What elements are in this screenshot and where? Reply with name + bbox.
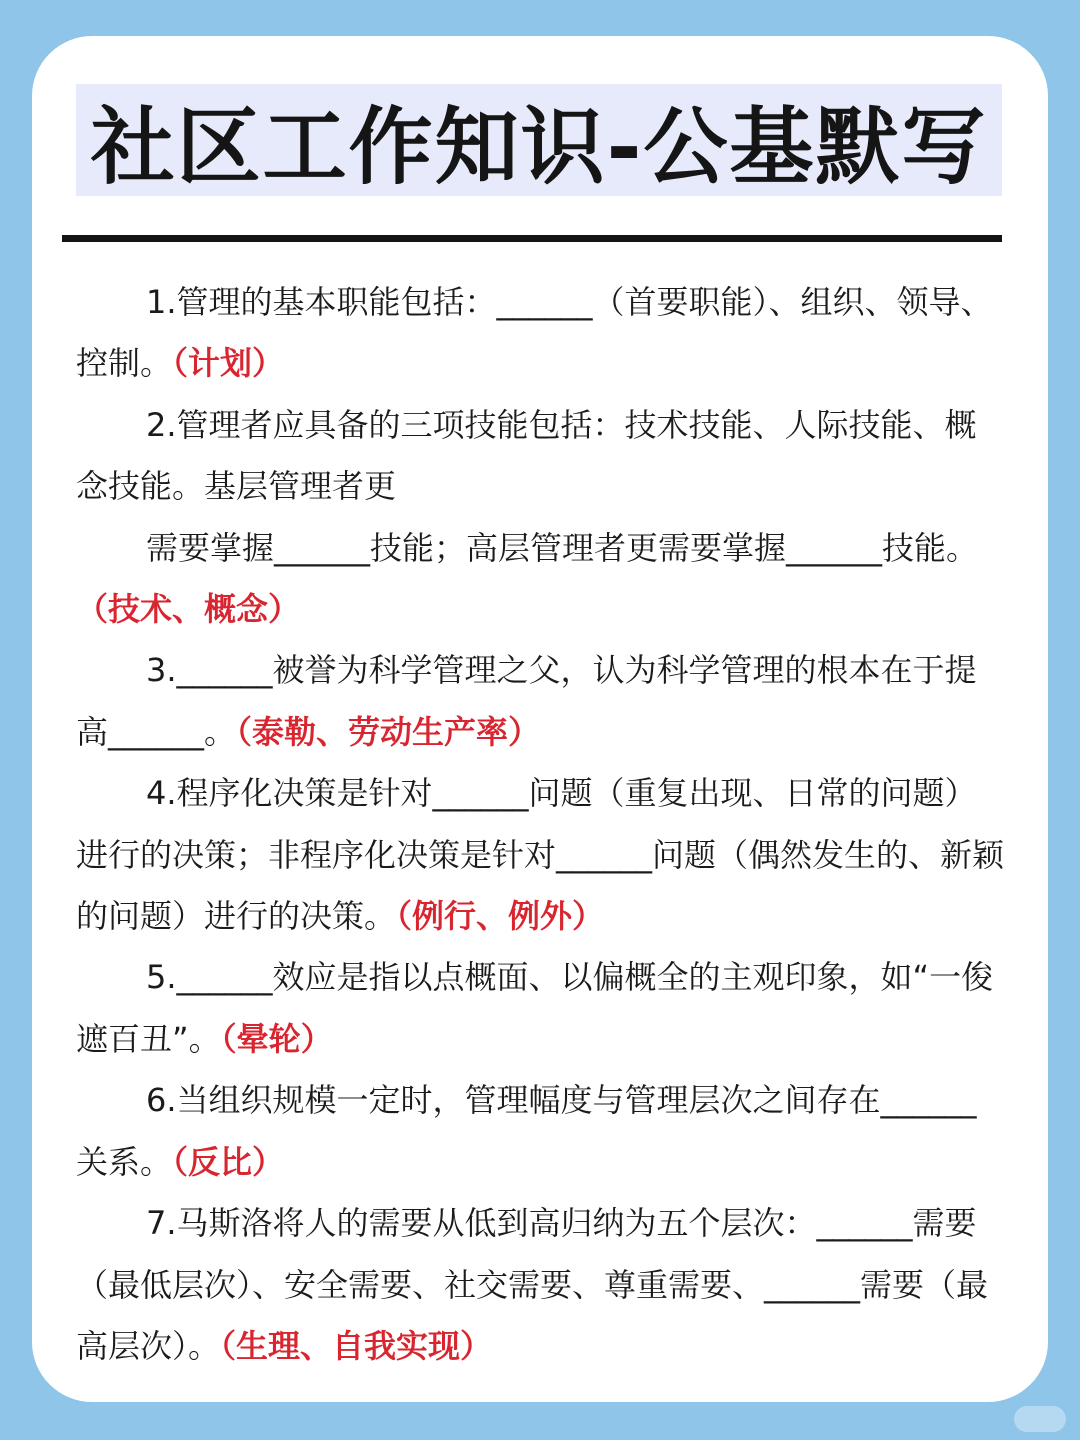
question-item — [76, 947, 1006, 1070]
answer-text: （技术、概念） — [76, 590, 301, 629]
watermark-badge — [1014, 1406, 1066, 1432]
question-text: 4.程序化决策是针对______问题（重复出现、日常的问题）进行的决策；非程序化决策是针对______问题（偶然发生的、新颖的问题）进行的决策。 — [76, 774, 1005, 936]
question-item — [76, 1193, 1006, 1377]
question-item — [76, 640, 1006, 763]
question-item — [76, 763, 1006, 947]
answer-text: （计划） — [172, 344, 285, 383]
title-divider — [62, 235, 1002, 242]
page-title: 社区工作知识-公基默写 — [90, 97, 988, 196]
question-text: 2.管理者应具备的三项技能包括：技术技能、人际技能、概念技能。基层管理者更 — [76, 405, 977, 506]
content-card — [32, 36, 1048, 1402]
question-item — [76, 1070, 1006, 1193]
question-list — [76, 272, 1006, 1377]
title-banner — [76, 84, 1002, 196]
question-text: 6.当组织规模一定时，管理幅度与管理层次之间存在______关系。 — [76, 1081, 977, 1181]
question-item — [76, 272, 1006, 395]
answer-text: （晕轮） — [220, 1019, 333, 1058]
question-text: 3.______被誉为科学管理之父，认为科学管理的根本在于提高______。 — [76, 651, 977, 751]
answer-text: （泰勒、劳动生产率） — [236, 712, 541, 751]
question-item — [76, 395, 1006, 518]
question-item-continued — [76, 518, 1006, 641]
answer-text: （例行、例外） — [396, 897, 605, 936]
question-text: 需要掌握______技能；高层管理者更需要掌握______技能。 — [146, 528, 979, 567]
question-text: 1.管理的基本职能包括：______（首要职能）、组织、领导、控制。 — [76, 283, 993, 383]
answer-text: （反比） — [172, 1142, 285, 1181]
question-text: 7.马斯洛将人的需要从低到高归纳为五个层次：______需要（最低层次）、安全需要、社交需要、尊重需要、______需要（最高层次）。 — [76, 1204, 989, 1365]
question-text: 5.______效应是指以点概面、以偏概全的主观印象，如“一俊遮百丑”。 — [76, 958, 994, 1058]
answer-text: （生理、自我实现） — [220, 1326, 493, 1365]
